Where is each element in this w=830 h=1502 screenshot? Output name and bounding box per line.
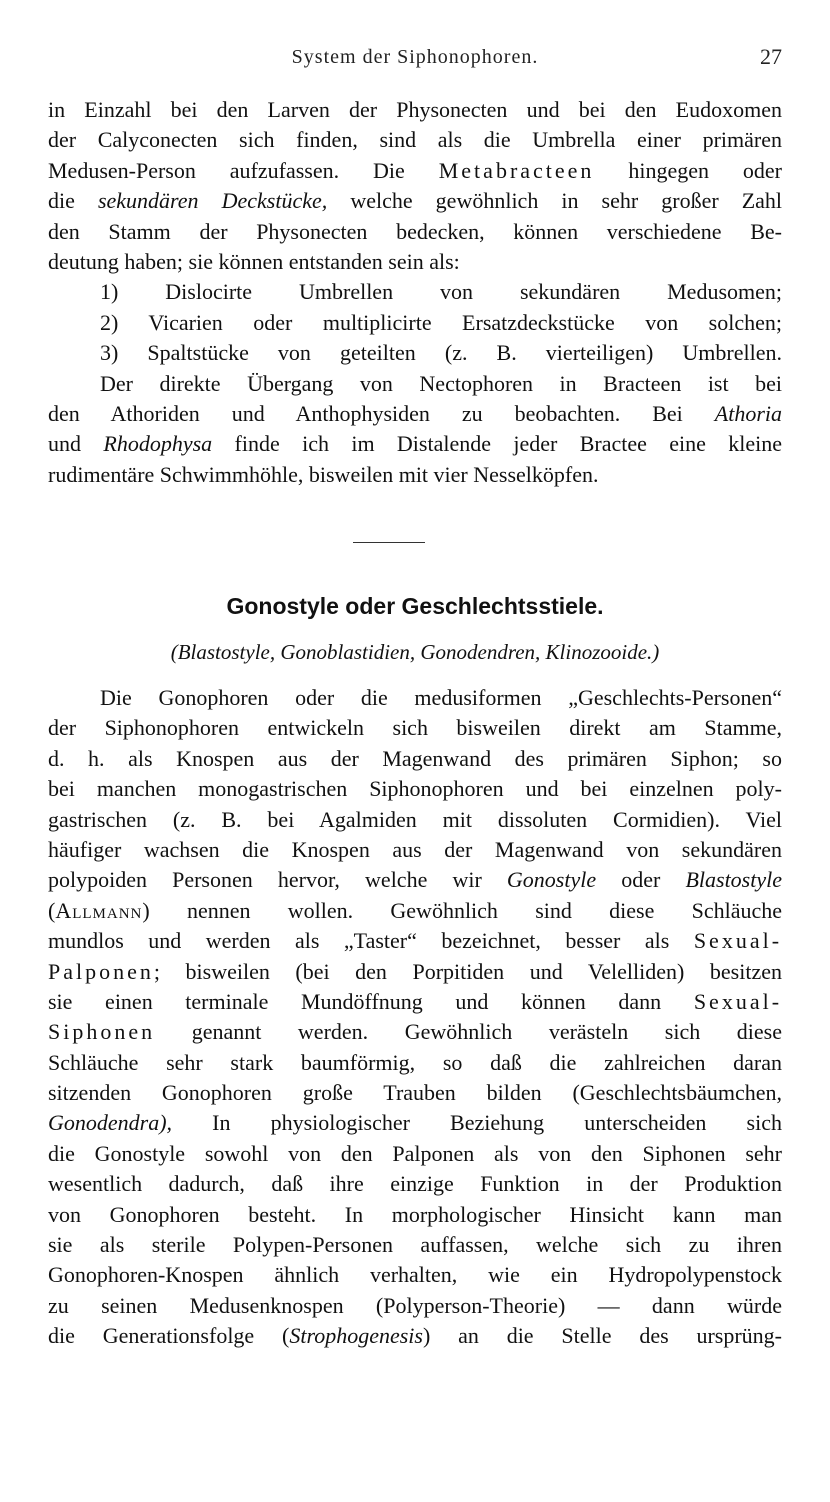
text-line: wesentlich dadurch, daß ihre einzige Funktion in der Produktion	[48, 1171, 782, 1197]
text-line: deutung haben; sie können entstanden sein als:	[48, 248, 460, 274]
text-line: Gonodendra), In physiologischer Beziehung unterscheiden sich	[48, 1110, 782, 1136]
text-line: (Allmann) nennen wollen. Gewöhnlich sind diese Schläuche	[48, 897, 782, 923]
text-line: polypoiden Personen hervor, welche wir Gonostyle oder Blastostyle	[48, 867, 782, 893]
paragraph-gonostyle	[48, 683, 782, 1352]
running-header: System der Siphonophoren.	[291, 46, 539, 68]
text-line: gastrischen (z. B. bei Agalmiden mit dissoluten Cormidien). Viel	[48, 806, 782, 832]
text-line: die sekundären Deckstücke, welche gewöhnlich in sehr großer Zahl	[48, 188, 783, 214]
text-line: den Stamm der Physonecten bedecken, können verschiedene Be-	[48, 218, 782, 244]
text-line: Der direkte Übergang von Nectophoren in Bracteen ist bei	[100, 370, 782, 396]
text-line: d. h. als Knospen aus der Magenwand des primären Siphon; so	[48, 745, 782, 771]
text-line: sitzenden Gonophoren große Trauben bilden (Geschlechtsbäumchen,	[48, 1080, 782, 1106]
paragraph-bracts	[48, 95, 782, 490]
section-subheading: (Blastostyle, Gonoblastidien, Gonodendren, Klinozooide.)	[170, 640, 660, 664]
text-line: Siphonen genannt werden. Gewöhnlich verästeln sich diese	[48, 1019, 783, 1045]
text-line: in Einzahl bei den Larven der Physonecten und bei den Eudoxomen	[48, 97, 782, 122]
text-line: den Athoriden und Anthophysiden zu beobachten. Bei Athoria	[48, 400, 783, 426]
text-line: Palponen; bisweilen (bei den Porpitiden und Velelliden) besitzen	[48, 958, 782, 984]
text-line: sie als sterile Polypen-Personen auffassen, welche sich zu ihren	[48, 1232, 782, 1258]
section-heading: Gonostyle oder Geschlechtsstiele.	[226, 593, 604, 619]
list-item: 1) Dislocirte Umbrellen von sekundären Medusomen;	[100, 279, 782, 305]
list-item: 2) Vicarien oder multiplicirte Ersatzdeckstücke von solchen;	[100, 309, 782, 335]
text-line: rudimentäre Schwimmhöhle, bisweilen mit vier Nesselköpfen.	[48, 461, 599, 487]
text-line: Gonophoren-Knospen ähnlich verhalten, wie ein Hydropolypenstock	[48, 1262, 782, 1288]
text-line: Medusen-Person aufzufassen. Die Metabracteen hingegen oder	[48, 157, 783, 183]
text-line: Die Gonophoren oder die medusiformen „Geschlechts-Personen“	[100, 685, 782, 710]
text-line: häufiger wachsen die Knospen aus der Magenwand von sekundären	[48, 836, 782, 862]
text-line: die Gonostyle sowohl von den Palponen als von den Siphonen sehr	[48, 1140, 782, 1166]
text-line: bei manchen monogastrischen Siphonophoren und bei einzelnen poly-	[48, 776, 782, 802]
text-line: zu seinen Medusenknospen (Polyperson-Theorie) — dann würde	[48, 1292, 782, 1318]
text-line: der Calyconecten sich finden, sind als die Umbrella einer primären	[48, 127, 782, 153]
text-line: der Siphonophoren entwickeln sich bisweilen direkt am Stamme,	[48, 715, 782, 741]
text-line: und Rhodophysa finde ich im Distalende jeder Bractee eine kleine	[48, 431, 783, 457]
text-line: die Generationsfolge (Strophogenesis) an die Stelle des ursprüng-	[48, 1323, 783, 1349]
text-line: mundlos und werden als „Taster“ bezeichnet, besser als Sexual-	[48, 928, 783, 954]
list-item: 3) Spaltstücke von geteilten (z. B. vierteiligen) Umbrellen.	[100, 340, 782, 366]
text-line: sie einen terminale Mundöffnung und können dann Sexual-	[48, 988, 783, 1014]
text-line: von Gonophoren besteht. In morphologischer Hinsicht kann man	[48, 1201, 782, 1227]
section-divider	[353, 542, 425, 543]
text-line: Schläuche sehr stark baumförmig, so daß die zahlreichen daran	[48, 1049, 782, 1075]
page-number: 27	[760, 44, 782, 69]
